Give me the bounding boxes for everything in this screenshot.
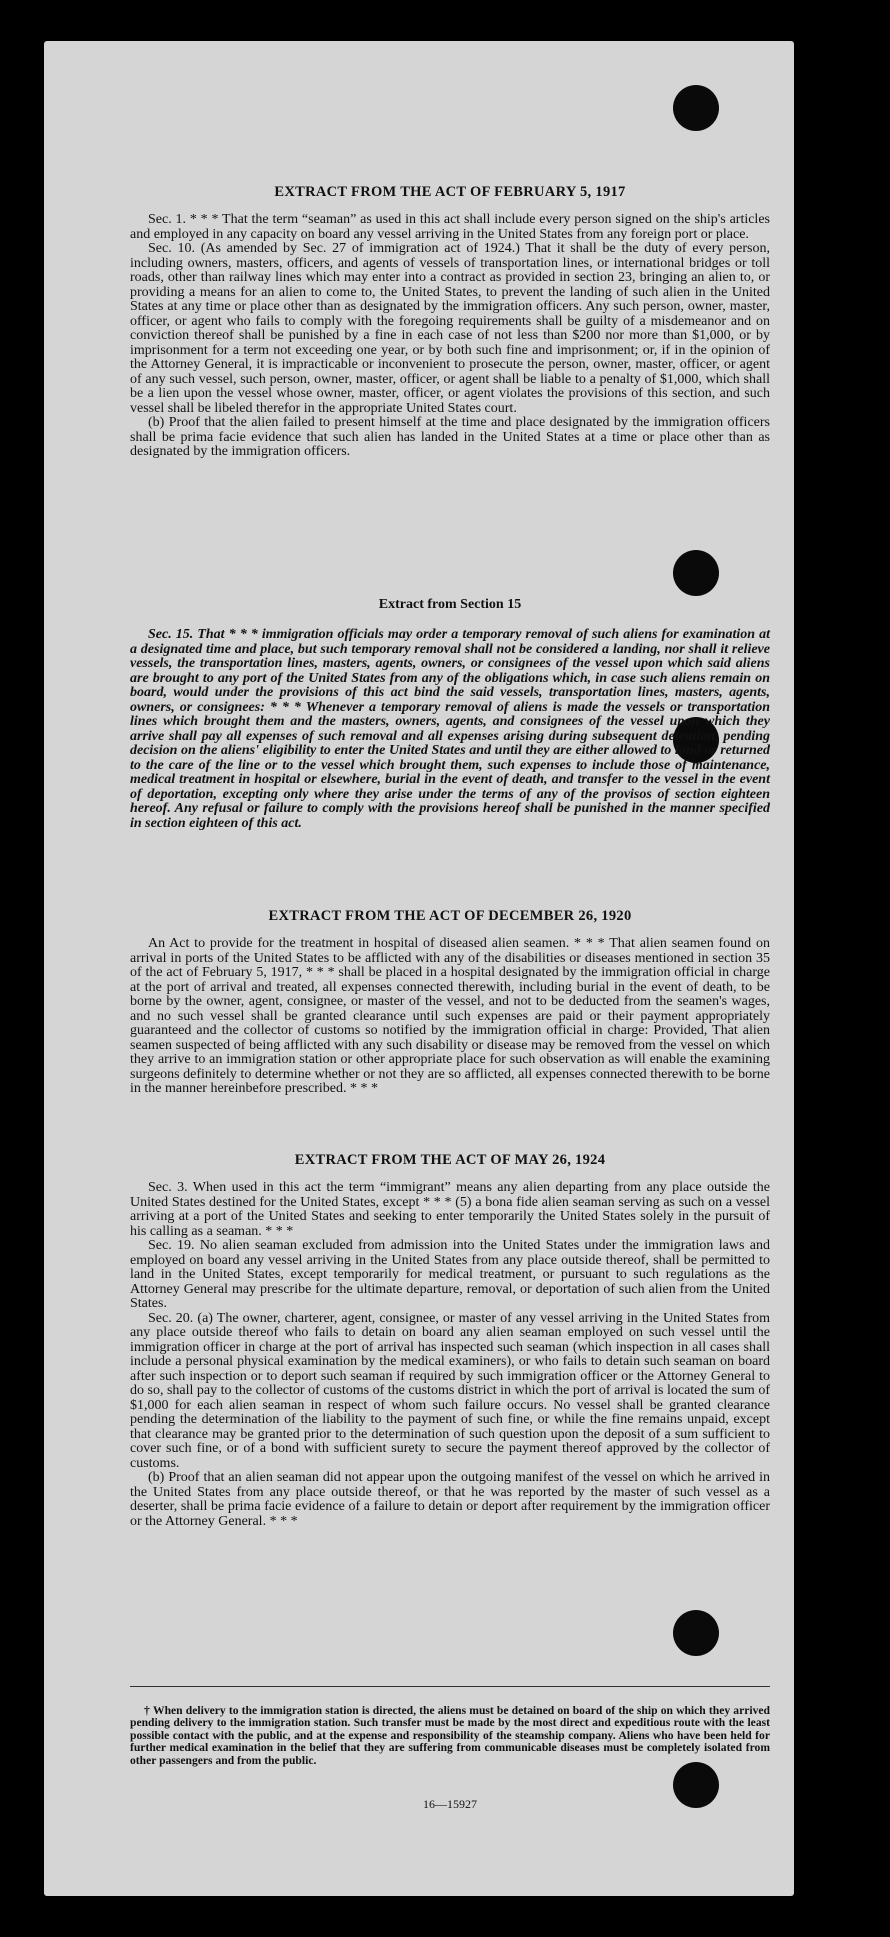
- sec15-paragraph: Sec. 15. That * * * immigration officials may order a temporary removal of such aliens for examination at a designated time and place, but such temporary removal shall not be considered a landing, nor shall it relieve vessels, the transportation lines, masters, agents, owners, or consignees of the vessel upon which said aliens are brought to any port of the United States from any of the obligations which, in case such aliens remain on board, would under the provisions of this act bind the said vessels, transportation lines, masters, agents, owners, or consignees: * * * Whenever a temporary removal of aliens is made the vessels or transportation lines which brought them and the masters, owners, agents, and consignees of the vessel upon which they arrive shall pay all expenses of such removal and all expenses arising during subsequent detention, pending decision on the aliens' eligibility to enter the United States and until they are either allowed to land or returned to the care of the line or to the vessel which brought them, such expenses to include those of maintenance, medical treatment in hospital or elsewhere, burial in the event of death, and transfer to the vessel in the event of deportation, excepting only where they arise under the terms of any of the provisos of section eighteen hereof. Any refusal or failure to comply with the provisions hereof shall be punished in the manner specified in section eighteen of this act.: [130, 627, 770, 831]
- dec-1920-text: [130, 937, 770, 1097]
- heading-act-february-1917: EXTRACT FROM THE ACT OF FEBRUARY 5, 1917: [274, 184, 626, 200]
- may-sec3-paragraph: Sec. 3. When used in this act the term “immigrant” means any alien departing from any place outside the United States destined for the United States, except * * * (5) a bona fide alien seaman serving as such on a vessel arriving at a port of the United States and seeking to enter temporarily the United States solely in the pursuit of his calling as a seaman. * * *: [130, 1180, 770, 1239]
- may-sec20-paragraph: Sec. 20. (a) The owner, charterer, agent, consignee, or master of any vessel arriving in the United States from any place outside thereof who fails to detain on board any alien seaman employed on such vessel until the immigration officer in charge at the port of arrival has inspected such seaman (which inspection in all cases shall include a personal physical examination by the medical examiners), or who fails to detain such seaman on board after such inspection or to deport such seaman if required by such immigration officer or the Attorney General to do so, shall pay to the collector of customs of the customs district in which the port of arrival is located the sum of $1,000 for each alien seaman in respect of whom such failure occurs. No vessel shall be granted clearance pending the determination of the liability to the payment of such fine, or while the fine remains unpaid, except that clearance may be granted prior to the determination of such question upon the deposit of a sum sufficient to cover such fine, or of a bond with sufficient surety to secure the payment thereof approved by the collector of customs.: [130, 1310, 770, 1471]
- document-page: [44, 41, 794, 1896]
- punch-hole: [673, 550, 719, 596]
- heading-section-15: Extract from Section 15: [378, 597, 522, 612]
- feb-sec10-paragraph: Sec. 10. (As amended by Sec. 27 of immigration act of 1924.) That it shall be the duty of every person, including owners, masters, officers, and agents of vessels of transportation lines, or international bridges or toll roads, other than railway lines which may enter into a contract as provided in section 23, bringing an alien to, or providing a means for an alien to come to, the United States, to prevent the landing of such alien in the United States at any time or place other than as designated by the immigration officers. Any such person, owner, master, officer, or agent who fails to comply with the foregoing requirements shall be guilty of a misdemeanor and on conviction thereof shall be punished by a fine in each case of not less than $200 nor more than $1,000, or by imprisonment for a term not exceeding one year, or by both such fine and imprisonment; or, if in the opinion of the Attorney General, it is impracticable or inconvenient to prosecute the person, owner, master, officer, or agent of any such vessel, such person, owner, master, officer, or agent shall be liable to a penalty of $1,000, which shall be a lien upon the vessel whose owner, master, officer, or agent violates the provisions of this section, and such vessel shall be libeled therefor in the appropriate United States court.: [130, 241, 770, 416]
- form-number: 16—15927: [423, 1797, 477, 1811]
- heading-act-may-1924: EXTRACT FROM THE ACT OF MAY 26, 1924: [294, 1152, 606, 1168]
- punch-hole: [673, 85, 719, 131]
- footnote-divider: [130, 1686, 770, 1687]
- sec15-text: [130, 628, 770, 831]
- feb-sec1-paragraph: Sec. 1. * * * That the term “seaman” as used in this act shall include every person signed on the ship's articles and employed in any capacity on board any vessel arriving in the United States from any foreign port or place.: [130, 212, 770, 242]
- feb-sec10b-paragraph: (b) Proof that the alien failed to present himself at the time and place designated by the immigration officers shall be prima facie evidence that such alien has landed in the United States at a time or place other than as designated by the immigration officers.: [130, 415, 770, 459]
- may-sec19-paragraph: Sec. 19. No alien seaman excluded from admission into the United States under the immigration laws and employed on board any vessel arriving in the United States from any place outside thereof, shall be permitted to land in the United States, except temporarily for medical treatment, or pursuant to such regulations as the Attorney General may prescribe for the ultimate departure, removal, or deportation of such alien from the United States.: [130, 1238, 770, 1311]
- may-1924-text: [130, 1181, 770, 1529]
- may-sec20b-paragraph: (b) Proof that an alien seaman did not appear upon the outgoing manifest of the vessel on which he arrived in the United States from any place outside thereof, or that he was reported by the master of such vessel as a deserter, shall be prima facie evidence of a failure to detain or deport after requirement by the immigration officer or the Attorney General. * * *: [130, 1470, 770, 1529]
- heading-act-december-1920: EXTRACT FROM THE ACT OF DECEMBER 26, 1920: [268, 908, 632, 924]
- dec-paragraph: An Act to provide for the treatment in hospital of diseased alien seamen. * * * That alien seamen found on arrival in ports of the United States to be afflicted with any of the disabilities or diseases mentioned in section 35 of the act of February 5, 1917, * * * shall be placed in a hospital designated by the immigration official in charge at the port of arrival and treated, all expenses connected therewith, including burial in the event of death, to be borne by the owner, agent, consignee, or master of the vessel, and not to be deducted from the seamen's wages, and no such vessel shall be granted clearance until such expenses are paid or their payment appropriately guaranteed and the collector of customs so notified by the immigration official in charge: Provided, That alien seamen suspected of being afflicted with any such disability or disease may be removed from the vessel on which they arrive to an immigration station or other appropriate place for such observation as will enable the examining surgeons definitely to determine whether or not they are so afflicted, all expenses connected therewith to be borne in the manner hereinbefore prescribed. * * *: [130, 936, 770, 1096]
- punch-hole: [673, 1610, 719, 1656]
- footnote: [130, 1705, 770, 1767]
- footnote-text: † When delivery to the immigration station is directed, the aliens must be detained on board of the ship on which they arrived pending delivery to the immigration station. Such transfer must be made by the most direct and expeditious route with the least possible contact with the public, and at the expense and responsibility of the steamship company. Aliens who have been held for further medical examination in the belief that they are suffering from communicable diseases must be completely isolated from other passengers and from the public.: [130, 1704, 770, 1767]
- feb-1917-text: [130, 213, 770, 460]
